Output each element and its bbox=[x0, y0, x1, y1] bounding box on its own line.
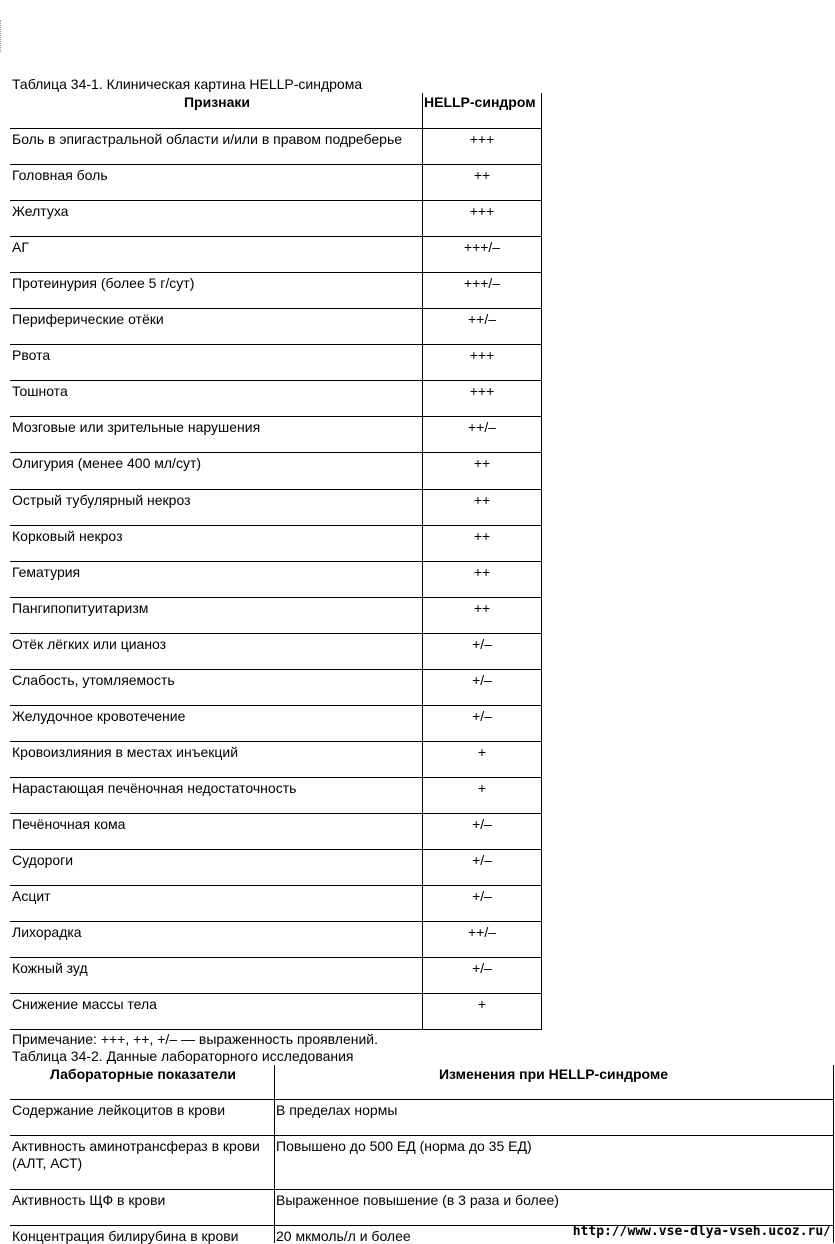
table2-row-change: Повышено до 500 ЕД (норма до 35 ЕД) bbox=[276, 1138, 532, 1154]
table1-row-value: +/– bbox=[472, 816, 492, 832]
table1-row-value: +++ bbox=[469, 131, 495, 147]
table1-row-sign: Пангипопитуитаризм bbox=[12, 600, 149, 616]
table1-row-rule bbox=[10, 1029, 542, 1030]
table1-row-value: +++/– bbox=[463, 239, 501, 255]
table2-header-rule bbox=[10, 1099, 833, 1100]
table1-row-rule bbox=[10, 669, 542, 670]
table1-row-value: +/– bbox=[472, 960, 492, 976]
table1-row-value: +/– bbox=[472, 708, 492, 724]
table1-row-sign: АГ bbox=[12, 239, 29, 255]
table1-row-sign: Кровоизлияния в местах инъекций bbox=[12, 744, 239, 760]
table1-row-rule bbox=[10, 344, 542, 345]
table1-row-rule bbox=[10, 705, 542, 706]
table1-row-rule bbox=[10, 272, 542, 273]
table1-row-rule bbox=[10, 236, 542, 237]
table1-row-sign: Олигурия (менее 400 мл/сут) bbox=[12, 455, 202, 471]
table1-header-signs: Признаки bbox=[183, 94, 251, 110]
table1-row-value: +++/– bbox=[463, 275, 501, 291]
table1-row-value: ++ bbox=[473, 167, 491, 183]
table1-row-value: ++ bbox=[473, 564, 491, 580]
table1-row-sign: Кожный зуд bbox=[12, 960, 88, 976]
table2-row-rule bbox=[10, 1135, 833, 1136]
table1-row-rule bbox=[10, 921, 542, 922]
scan-edge-mark bbox=[0, 20, 4, 52]
table1-row-sign: Судороги bbox=[12, 852, 74, 868]
table1-row-sign: Желудочное кровотечение bbox=[12, 708, 186, 724]
table1-row-value: +++ bbox=[469, 383, 495, 399]
table1-row-rule bbox=[10, 777, 542, 778]
table1-caption: Таблица 34-1. Клиническая картина HELLP-синдрома bbox=[12, 76, 363, 92]
table1-row-sign: Снижение массы тела bbox=[12, 996, 157, 1012]
table1-row-value: +/– bbox=[472, 888, 492, 904]
table1-row-rule bbox=[10, 489, 542, 490]
table1-row-value: ++ bbox=[473, 455, 491, 471]
table2-row-indicator: Активность ЩФ в крови bbox=[12, 1192, 166, 1208]
table2-row-change: В пределах нормы bbox=[276, 1102, 398, 1118]
table2-column-divider bbox=[274, 1065, 275, 1243]
table1-row-value: + bbox=[477, 996, 487, 1012]
table1-row-sign: Печёночная кома bbox=[12, 816, 126, 832]
table1-row-sign: Гематурия bbox=[12, 564, 81, 580]
watermark-url: http://www.vse-dlya-vseh.ucoz.ru/ bbox=[572, 1224, 831, 1239]
table1-row-rule bbox=[10, 741, 542, 742]
table1-row-value: +++ bbox=[469, 203, 495, 219]
table2-right-border bbox=[833, 1065, 834, 1243]
table1-row-rule bbox=[10, 308, 542, 309]
table1-row-rule bbox=[10, 561, 542, 562]
table1-row-rule bbox=[10, 597, 542, 598]
table2-caption: Таблица 34-2. Данные лабораторного исследования bbox=[12, 1048, 354, 1064]
table1-row-value: ++ bbox=[473, 492, 491, 508]
table1-row-rule bbox=[10, 380, 542, 381]
table1-row-sign: Нарастающая печёночная недостаточность bbox=[12, 780, 297, 796]
table2-row-change: 20 мкмоль/л и более bbox=[276, 1228, 411, 1244]
table2-row-change: Выраженное повышение (в 3 раза и более) bbox=[276, 1192, 559, 1208]
table1-row-sign: Отёк лёгких или цианоз bbox=[12, 636, 167, 652]
table1-row-rule bbox=[10, 416, 542, 417]
table1-header-hellp: HELLP-синдром bbox=[424, 94, 536, 110]
table1-row-rule bbox=[10, 885, 542, 886]
table1-row-sign: Мозговые или зрительные нарушения bbox=[12, 419, 261, 435]
table2-header-changes: Изменения при HELLP-синдроме bbox=[438, 1066, 669, 1082]
table1-row-value: +/– bbox=[472, 852, 492, 868]
table1-row-rule bbox=[10, 993, 542, 994]
table1-row-sign: Корковый некроз bbox=[12, 528, 123, 544]
table1-row-rule bbox=[10, 200, 542, 201]
table2-row-indicator: Концентрация билирубина в крови bbox=[12, 1228, 239, 1244]
table1-row-sign: Периферические отёки bbox=[12, 311, 164, 327]
table1-row-value: ++/– bbox=[467, 924, 497, 940]
table1-row-value: +/– bbox=[472, 672, 492, 688]
table1-row-sign: Протеинурия (более 5 г/сут) bbox=[12, 275, 195, 291]
table1-row-sign: Боль в эпигастральной области и/или в правом подреберье bbox=[12, 131, 403, 147]
table2-row-indicator: (АЛТ, АСТ) bbox=[12, 1155, 83, 1171]
table2-row-indicator: Содержание лейкоцитов в крови bbox=[12, 1102, 226, 1118]
table1-row-rule bbox=[10, 164, 542, 165]
table1-row-sign: Слабость, утомляемость bbox=[12, 672, 175, 688]
table1-row-value: +++ bbox=[469, 347, 495, 363]
table1-row-rule bbox=[10, 452, 542, 453]
table1-row-rule bbox=[10, 633, 542, 634]
table1-row-sign: Головная боль bbox=[12, 167, 108, 183]
table1-row-value: + bbox=[477, 744, 487, 760]
table2-header-indicators: Лабораторные показатели bbox=[49, 1066, 237, 1082]
table1-row-rule bbox=[10, 957, 542, 958]
table1-row-sign: Тошнота bbox=[12, 383, 68, 399]
table1-row-value: +/– bbox=[472, 636, 492, 652]
table2-row-indicator: Активность аминотрансфераз в крови bbox=[12, 1138, 260, 1154]
table1-row-sign: Желтуха bbox=[12, 203, 69, 219]
table1-row-value: ++ bbox=[473, 528, 491, 544]
table1-row-rule bbox=[10, 813, 542, 814]
table1-row-value: ++/– bbox=[467, 419, 497, 435]
table1-row-rule bbox=[10, 849, 542, 850]
table1-row-sign: Лихорадка bbox=[12, 924, 82, 940]
table1-note: Примечание: +++, ++, +/– — выраженность проявлений. bbox=[12, 1031, 379, 1047]
table2-row-rule bbox=[10, 1189, 833, 1190]
table1-row-value: + bbox=[477, 780, 487, 796]
table1-row-sign: Рвота bbox=[12, 347, 51, 363]
table1-row-sign: Острый тубулярный некроз bbox=[12, 492, 191, 508]
table1-row-value: ++/– bbox=[467, 311, 497, 327]
table1-row-rule bbox=[10, 525, 542, 526]
table1-row-sign: Асцит bbox=[12, 888, 51, 904]
table1-row-value: ++ bbox=[473, 600, 491, 616]
table1-header-rule bbox=[10, 128, 542, 129]
